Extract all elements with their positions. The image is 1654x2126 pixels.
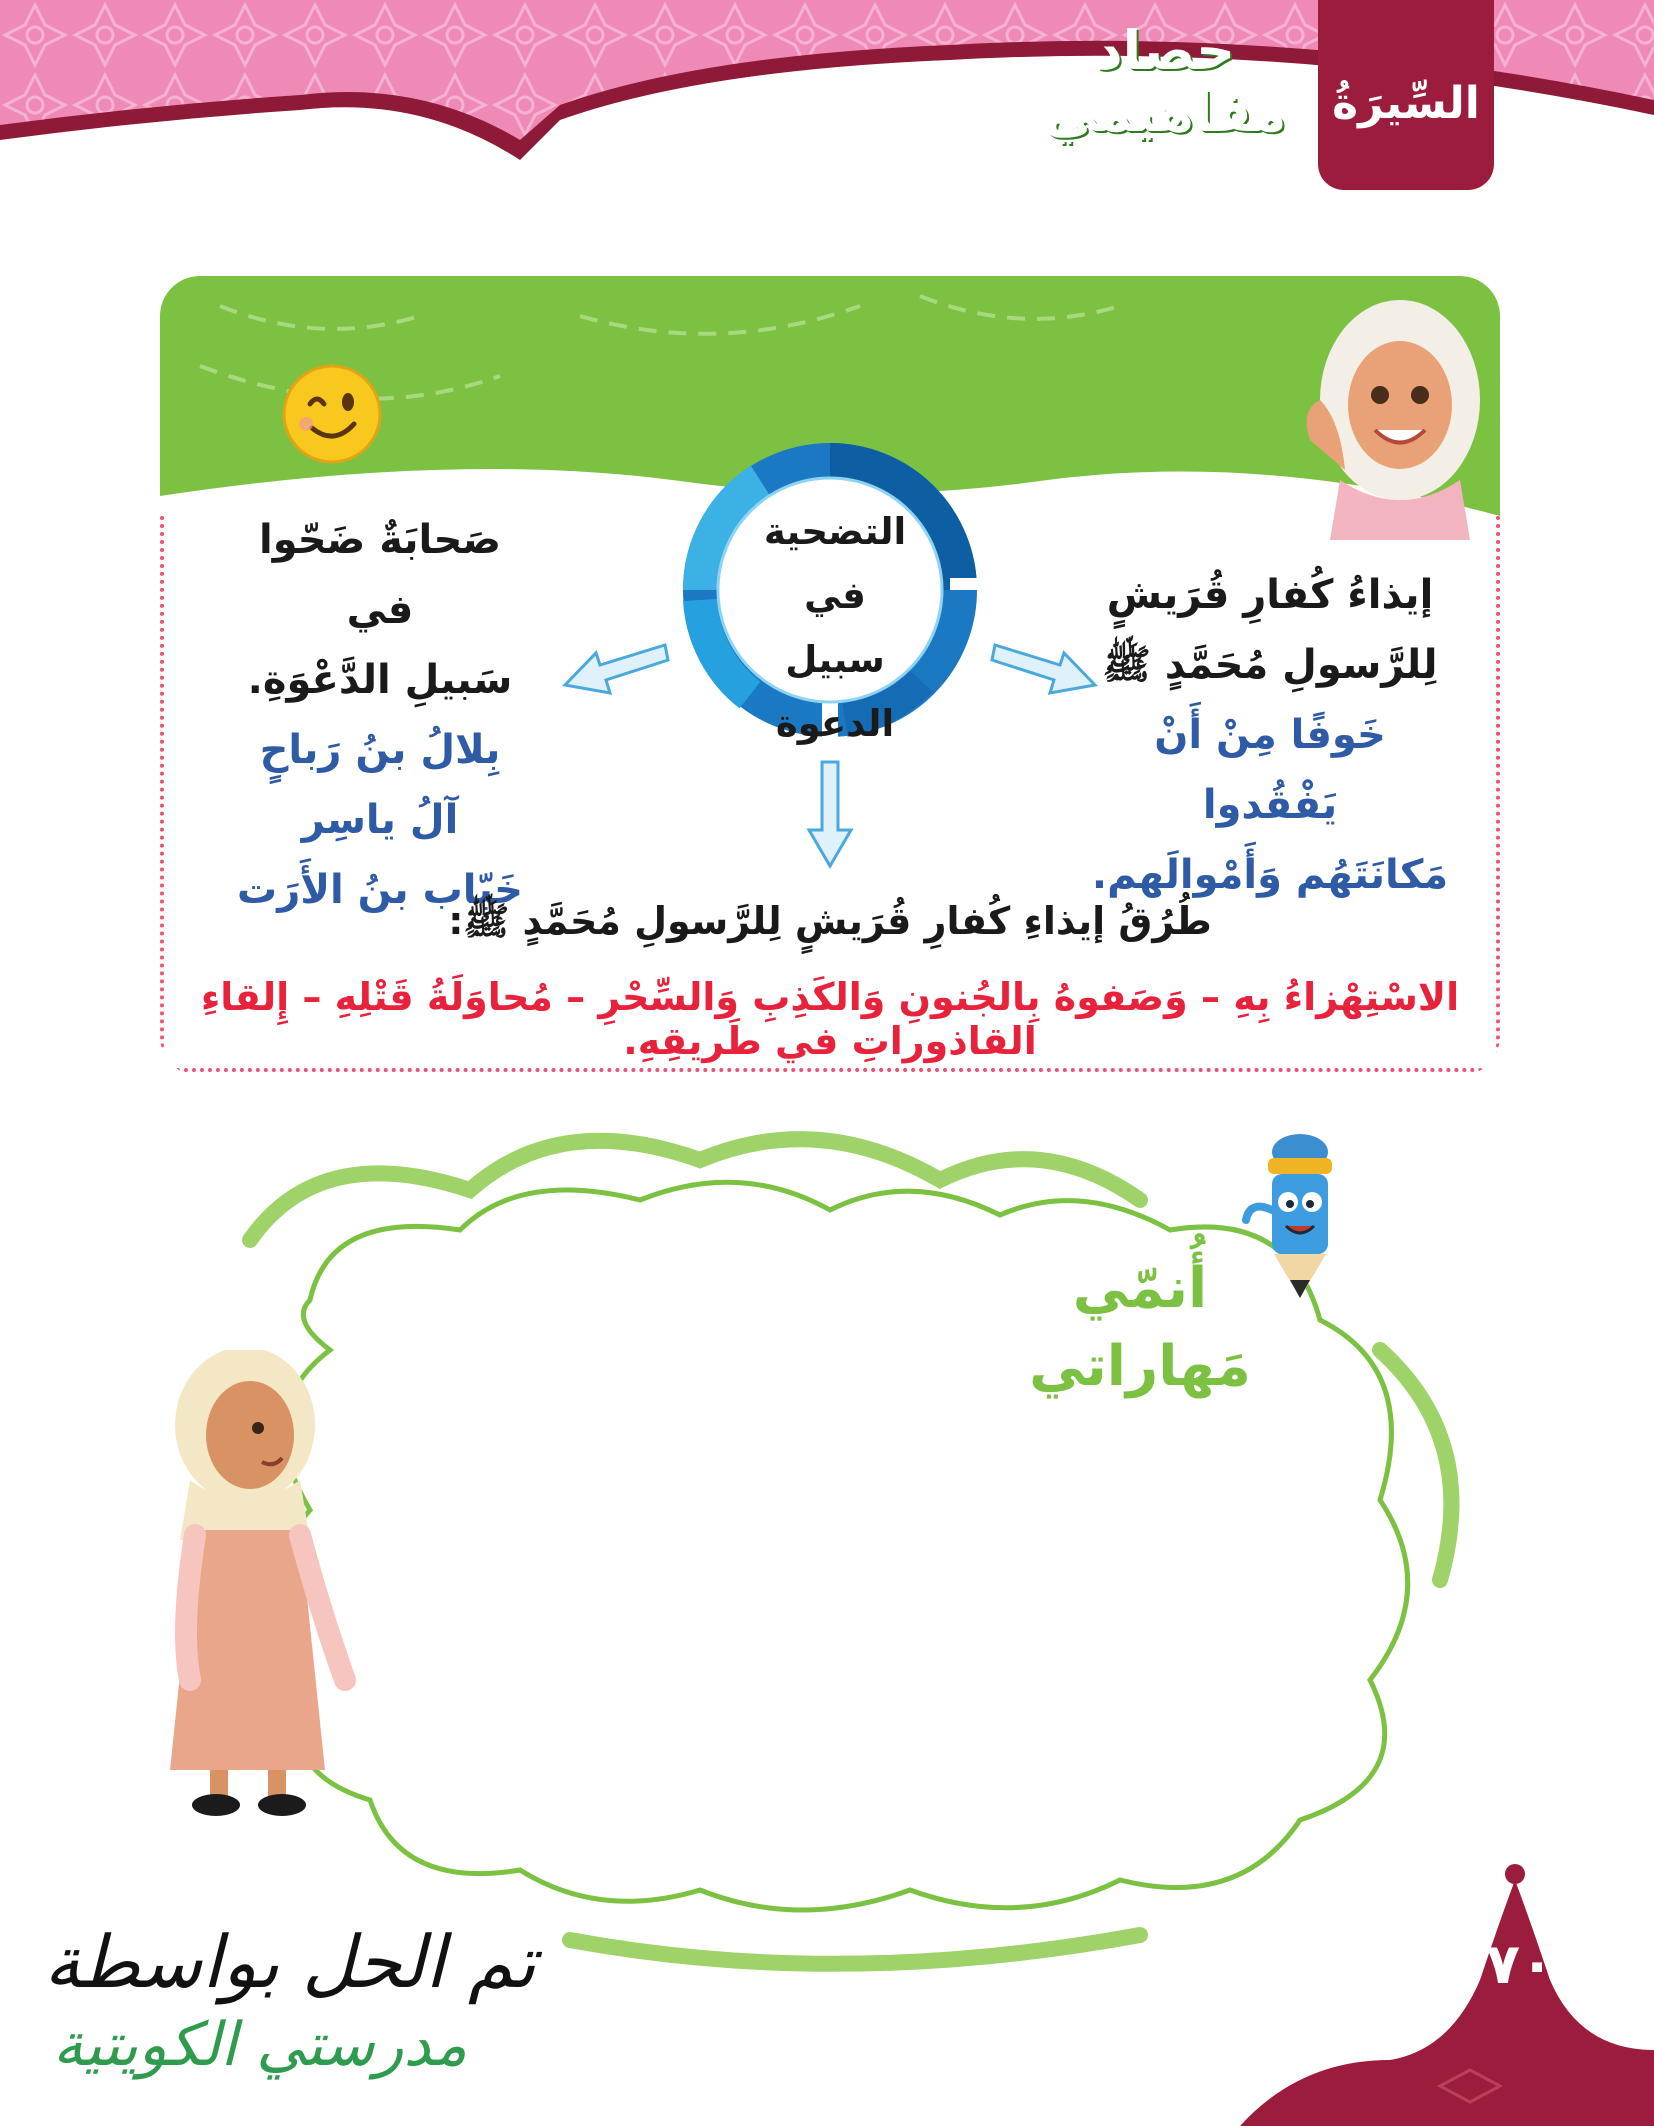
left-answer-line2: آلُ ياسِر [301,797,459,843]
left-branch [220,505,540,925]
right-heading-line2: لِلرَّسولِ مُحَمَّدٍ ﷺ [1102,642,1438,688]
right-answer-line2: مَكانَتَهُم وَأَمْوالَهم. [1091,852,1449,898]
skills-heading-line2: مَهاراتي [1029,1334,1251,1399]
bottom-branch-heading: طُرُقُ إيذاءِ كُفارِ قُرَيشٍ لِلرَّسولِ مُحَمَّدٍ ﷺ: [448,899,1212,943]
arrow-down-branch-icon [805,760,855,870]
girl-standing-illustration [150,1350,370,1820]
arrow-left-branch-icon [560,625,670,695]
skills-heading [1010,1250,1270,1406]
center-topic [730,500,940,756]
concept-harvest-title: حصاد مفاهيمي [1043,19,1287,144]
winking-emoji-icon [282,364,382,464]
pencil-mascot-illustration [1240,1130,1350,1300]
right-branch [1090,560,1450,910]
page-number: ٧٠ [1485,1932,1555,1997]
left-answer-line3: خَبّاب بنُ الأَرَت [237,867,523,913]
section-label: السِّيرَةُ [1332,77,1480,129]
right-heading-line1: إيذاءُ كُفارِ قُرَيشٍ [1106,572,1434,618]
center-topic-line2: سبيل الدعوة [775,638,895,745]
school-name-caption: مدرستي الكويتية [52,2010,468,2080]
right-answer-line1: خَوفًا مِنْ أَنْ يَفْقُدوا [1154,712,1386,828]
center-topic-line1: التضحية في [763,510,907,617]
left-heading-line1: صَحابَةٌ ضَحّوا في [259,517,501,633]
bottom-branch-answer: الاسْتِهْزاءُ بِهِ – وَصَفوهُ بِالجُنونِ وَالكَذِبِ وَالسِّحْرِ – مُحاوَلَةُ قَتْلِهِ – إِلقاءِ القاذوراتِ في طَريقِهِ. [200,975,1460,1063]
page-corner-dome-decoration [1240,1860,1654,2126]
section-tab [1318,0,1494,190]
left-heading-line2: سَبيلِ الدَّعْوَةِ. [247,657,513,703]
skills-heading-line1: أُنمّي [1072,1256,1208,1321]
left-answer-line1: بِلالُ بنُ رَباحٍ [259,727,501,773]
girl-waving-illustration [1300,290,1500,540]
arrow-right-branch-icon [990,625,1100,695]
solved-by-caption: تم الحل بواسطة [44,1920,536,2004]
